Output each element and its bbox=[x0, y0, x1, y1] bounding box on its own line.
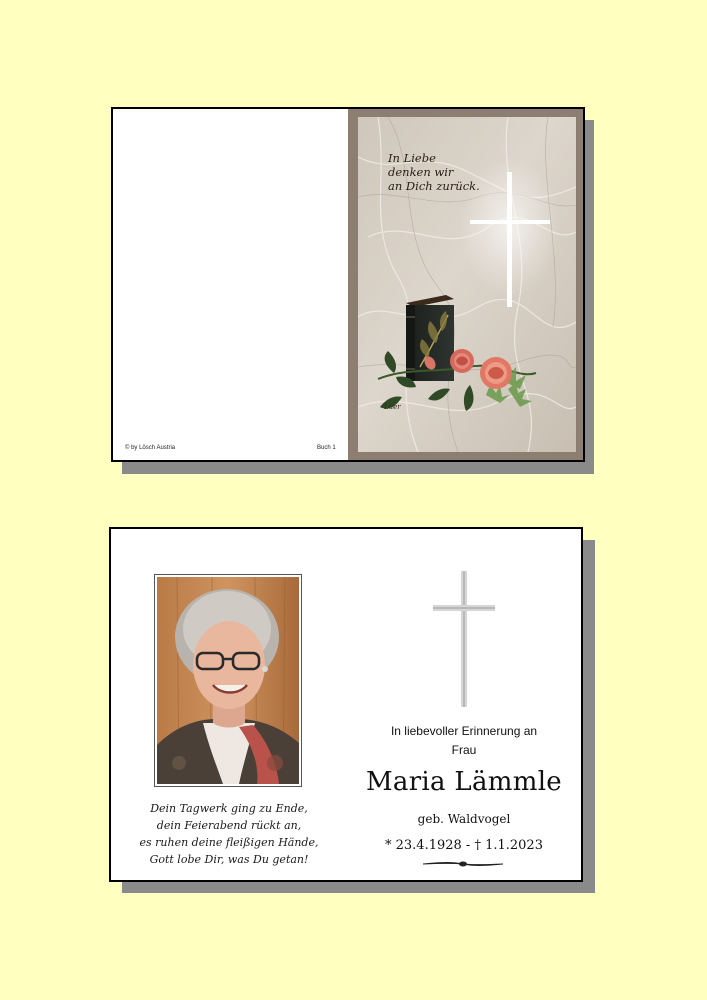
outer-card bbox=[111, 107, 585, 462]
poem-line: dein Feierabend rückt an, bbox=[156, 819, 302, 832]
deceased-name: Maria Lämmle bbox=[365, 767, 562, 797]
poem bbox=[131, 800, 327, 868]
portrait-photo bbox=[157, 577, 299, 784]
poem-line: Gott lobe Dir, was Du getan! bbox=[149, 853, 309, 866]
poem-line: Dein Tagwerk ging zu Ende, bbox=[150, 802, 308, 815]
front-image bbox=[358, 117, 576, 452]
life-dates: * 23.4.1928 - † 1.1.2023 bbox=[385, 838, 543, 853]
copyright-text: © by Lösch Austria bbox=[125, 445, 176, 451]
divider-ornament-icon bbox=[423, 860, 503, 868]
front-verse: In Liebe denken wir an Dich zurück. bbox=[388, 151, 480, 193]
portrait-frame bbox=[154, 574, 302, 787]
poem-line: es ruhen deine fleißigen Hände, bbox=[139, 836, 319, 849]
signature: Lüer bbox=[384, 403, 401, 411]
maiden-name: geb. Waldvogel bbox=[417, 812, 511, 826]
memorial-intro: In liebevoller Erinnerung an bbox=[390, 724, 538, 738]
model-number: Buch 1 bbox=[317, 445, 336, 451]
front-panel bbox=[348, 109, 583, 460]
cross-icon bbox=[433, 571, 497, 707]
salutation: Frau bbox=[451, 743, 477, 757]
inner-card bbox=[109, 527, 583, 882]
